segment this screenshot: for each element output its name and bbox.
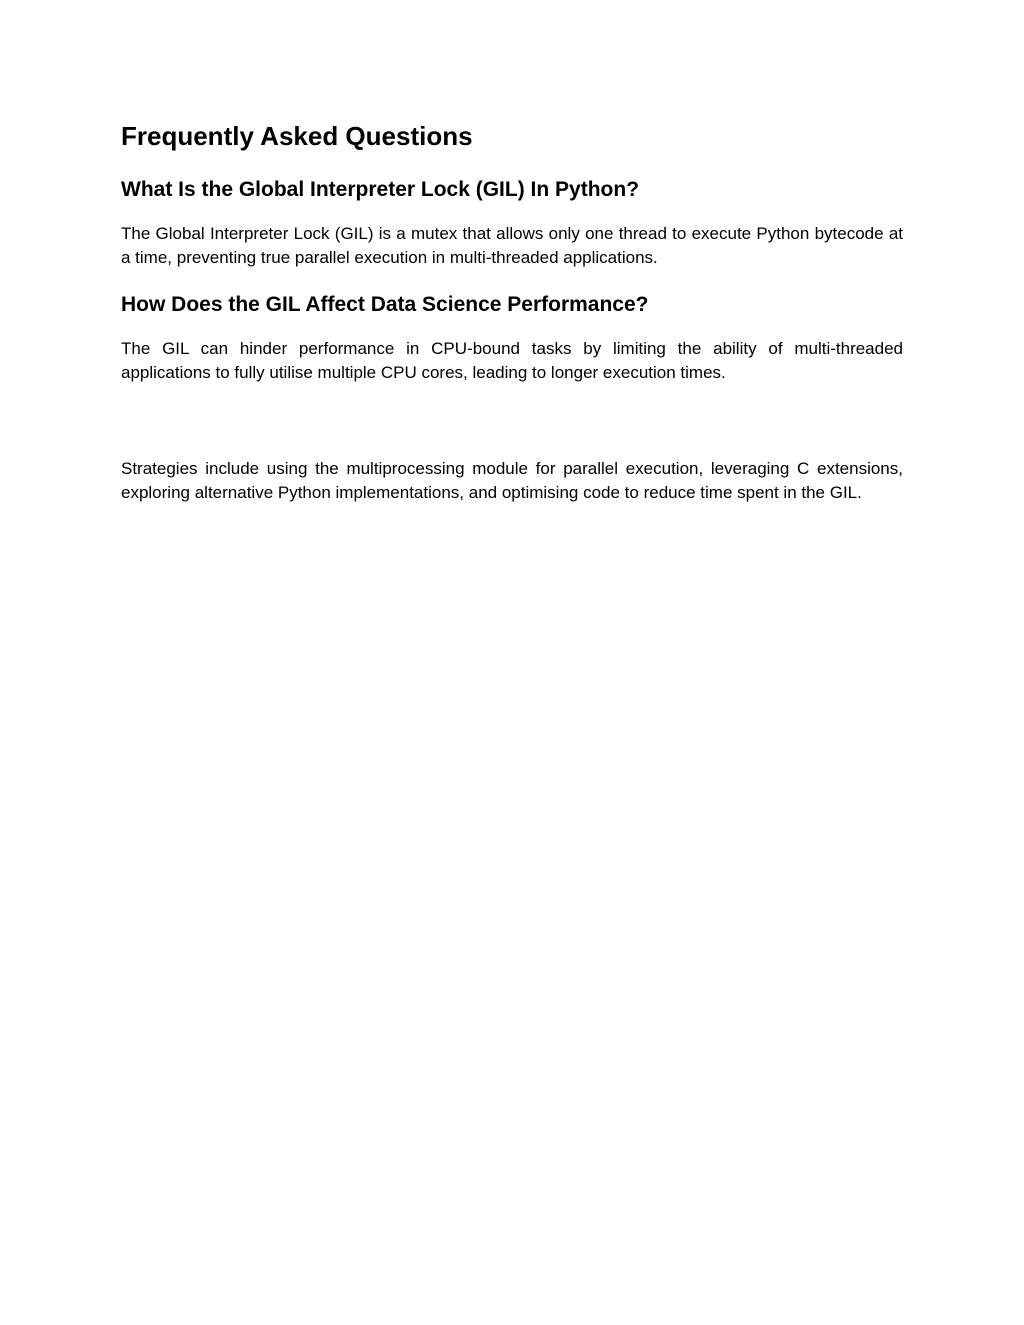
faq-answer-gil-performance: The GIL can hinder performance in CPU-bound tasks by limiting the ability of multi-threaded applications to fully utilise multiple CPU cores, leading to longer execution times.: [121, 339, 903, 382]
faq-question-gil-performance: How Does the GIL Affect Data Science Performance?: [121, 293, 649, 316]
faq-question-gil-definition: What Is the Global Interpreter Lock (GIL) In Python?: [121, 178, 640, 201]
faq-answer-gil-strategies: Strategies include using the multiprocessing module for parallel execution, leveraging C extensions, exploring alternative Python implementations, and optimising code to reduce time spent in the GIL.: [121, 459, 903, 502]
page-title: Frequently Asked Questions: [121, 121, 473, 151]
document-page: [121, 118, 903, 505]
faq-answer-gil-definition: The Global Interpreter Lock (GIL) is a mutex that allows only one thread to execute Python bytecode at a time, preventing true parallel execution in multi-threaded applications.: [121, 224, 903, 267]
